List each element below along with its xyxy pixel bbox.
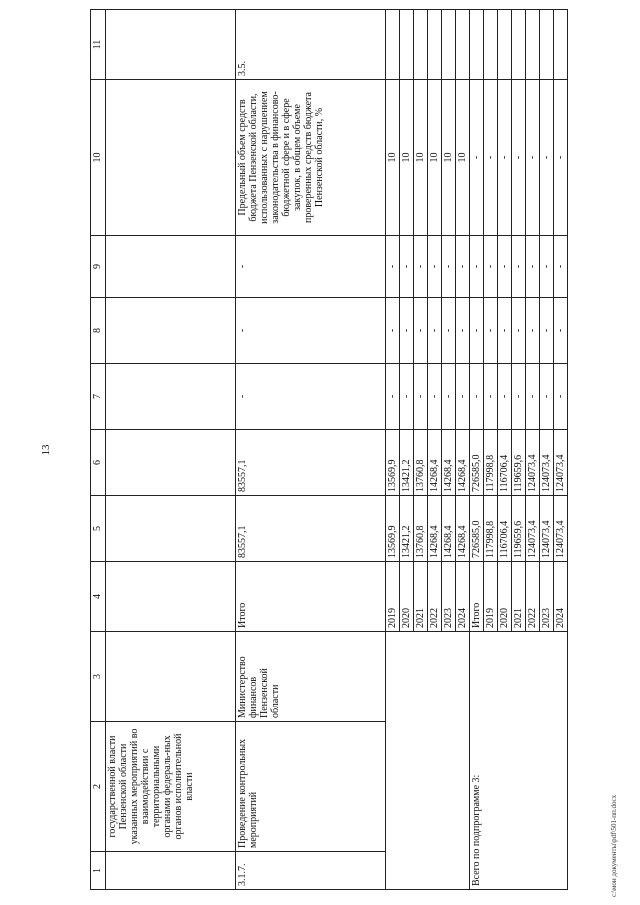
indicator-text: Предельный объем средств бюджета Пензенской области, использованных с нарушением законодательства в финансово-бюджетной сфере и в сфере закупок, в общем объеме проверенных средств бюджета Пензенской области, % bbox=[236, 80, 386, 236]
total-cell: - bbox=[236, 364, 386, 430]
year-cell: 2023 bbox=[442, 562, 456, 632]
value-cell: 117998,8 bbox=[484, 496, 498, 562]
value-cell: 10 bbox=[456, 80, 470, 236]
year-cell: 2023 bbox=[540, 562, 554, 632]
subprogram-total-label: Всего по подпрограмме 3: bbox=[470, 632, 568, 890]
value-cell: - bbox=[526, 298, 540, 364]
year-317-row bbox=[386, 10, 400, 890]
empty-cell bbox=[484, 10, 498, 80]
value-cell: - bbox=[386, 298, 400, 364]
value-cell: - bbox=[456, 236, 470, 298]
value-cell: - bbox=[442, 364, 456, 430]
value-cell: - bbox=[442, 298, 456, 364]
year-cell: 2020 bbox=[400, 562, 414, 632]
value-cell: 124073,4 bbox=[540, 496, 554, 562]
value-cell: - bbox=[428, 298, 442, 364]
value-cell: 124073,4 bbox=[554, 430, 568, 496]
empty-cell bbox=[442, 10, 456, 80]
value-cell: - bbox=[470, 364, 484, 430]
value-cell: 13569,9 bbox=[386, 430, 400, 496]
year-cell: 2021 bbox=[414, 562, 428, 632]
empty-cell bbox=[428, 10, 442, 80]
value-cell: - bbox=[386, 364, 400, 430]
value-cell: 116706,4 bbox=[498, 496, 512, 562]
value-cell: 10 bbox=[400, 80, 414, 236]
value-cell: - bbox=[428, 236, 442, 298]
value-cell: 726585,0 bbox=[470, 430, 484, 496]
header-row bbox=[91, 10, 106, 890]
year-cell: 2020 bbox=[498, 562, 512, 632]
year-cell: 2024 bbox=[456, 562, 470, 632]
header-cell: 2 bbox=[91, 722, 106, 852]
header-cell: 11 bbox=[91, 10, 106, 80]
value-cell: 117998,8 bbox=[484, 430, 498, 496]
value-cell: 10 bbox=[414, 80, 428, 236]
value-cell: - bbox=[400, 364, 414, 430]
year-cell: 2019 bbox=[386, 562, 400, 632]
value-cell: - bbox=[498, 80, 512, 236]
value-cell: - bbox=[456, 298, 470, 364]
link-number: 3.5. bbox=[236, 10, 386, 80]
value-cell: 119659,6 bbox=[512, 496, 526, 562]
value-cell: - bbox=[498, 298, 512, 364]
year-cell: 2022 bbox=[526, 562, 540, 632]
program-table bbox=[90, 9, 568, 890]
header-cell: 5 bbox=[91, 496, 106, 562]
total-cell: - bbox=[236, 236, 386, 298]
value-cell: - bbox=[540, 236, 554, 298]
value-cell: - bbox=[512, 364, 526, 430]
value-cell: 13760,8 bbox=[414, 430, 428, 496]
value-cell: 119659,6 bbox=[512, 430, 526, 496]
header-cell: 10 bbox=[91, 80, 106, 236]
value-cell: 13569,9 bbox=[386, 496, 400, 562]
header-cell: 1 bbox=[91, 852, 106, 890]
activity-row-317 bbox=[236, 10, 386, 890]
value-cell: 13421,2 bbox=[400, 496, 414, 562]
header-cell: 3 bbox=[91, 632, 106, 722]
itogo-label: Итого bbox=[236, 562, 386, 632]
value-cell: - bbox=[512, 236, 526, 298]
value-cell: 14268,4 bbox=[456, 496, 470, 562]
value-cell: - bbox=[526, 80, 540, 236]
year-cell: 2022 bbox=[428, 562, 442, 632]
value-cell: 124073,4 bbox=[554, 496, 568, 562]
value-cell: - bbox=[400, 236, 414, 298]
value-cell: 726585,0 bbox=[470, 496, 484, 562]
empty-cell bbox=[414, 10, 428, 80]
header-cell: 9 bbox=[91, 236, 106, 298]
header-cell: 6 bbox=[91, 430, 106, 496]
subprogram-total-row bbox=[470, 10, 484, 890]
empty-cell bbox=[512, 10, 526, 80]
value-cell: - bbox=[554, 298, 568, 364]
value-cell: - bbox=[498, 364, 512, 430]
continuation-row bbox=[106, 10, 236, 890]
value-cell: 124073,4 bbox=[526, 430, 540, 496]
activity-number: 3.1.7. bbox=[236, 852, 386, 890]
value-cell: 13421,2 bbox=[400, 430, 414, 496]
value-cell: - bbox=[512, 298, 526, 364]
value-cell: 116706,4 bbox=[498, 430, 512, 496]
value-cell: - bbox=[484, 364, 498, 430]
value-cell: - bbox=[554, 236, 568, 298]
value-cell: - bbox=[484, 298, 498, 364]
footer-path: c:\мои документы\pdf\501-пп.docx bbox=[610, 794, 618, 897]
value-cell: - bbox=[428, 364, 442, 430]
value-cell: - bbox=[470, 80, 484, 236]
total-cell: 83557,1 bbox=[236, 496, 386, 562]
total-cell: - bbox=[236, 298, 386, 364]
empty-cell bbox=[554, 10, 568, 80]
value-cell: - bbox=[442, 236, 456, 298]
empty-cell bbox=[386, 10, 400, 80]
value-cell: 124073,4 bbox=[540, 430, 554, 496]
value-cell: - bbox=[470, 298, 484, 364]
value-cell: - bbox=[540, 364, 554, 430]
value-cell: - bbox=[512, 80, 526, 236]
value-cell: - bbox=[540, 80, 554, 236]
value-cell: - bbox=[526, 236, 540, 298]
value-cell: 14268,4 bbox=[428, 496, 442, 562]
continuation-text: государственной власти Пензенской области указанных мероприятий во взаимодействии с территориальными органами федераль-ных органов исполнительной власти bbox=[106, 722, 236, 852]
value-cell: 14268,4 bbox=[442, 496, 456, 562]
value-cell: 124073,4 bbox=[526, 496, 540, 562]
value-cell: 10 bbox=[386, 80, 400, 236]
value-cell: - bbox=[470, 236, 484, 298]
value-cell: 14268,4 bbox=[442, 430, 456, 496]
value-cell: 10 bbox=[428, 80, 442, 236]
value-cell: - bbox=[400, 298, 414, 364]
empty-merged-cell bbox=[386, 632, 470, 890]
empty-cell bbox=[540, 10, 554, 80]
year-cell: Итого bbox=[470, 562, 484, 632]
empty-cell bbox=[498, 10, 512, 80]
empty-cell bbox=[470, 10, 484, 80]
value-cell: - bbox=[414, 298, 428, 364]
empty-cell bbox=[400, 10, 414, 80]
value-cell: 10 bbox=[442, 80, 456, 236]
value-cell: - bbox=[540, 298, 554, 364]
empty-cell bbox=[456, 10, 470, 80]
header-cell: 7 bbox=[91, 364, 106, 430]
year-cell: 2024 bbox=[554, 562, 568, 632]
value-cell: - bbox=[498, 236, 512, 298]
value-cell: - bbox=[484, 236, 498, 298]
value-cell: - bbox=[414, 364, 428, 430]
page-number: 13 bbox=[40, 444, 52, 456]
activity-executor: Министерство финансов Пензенской области bbox=[236, 632, 386, 722]
year-cell: 2019 bbox=[484, 562, 498, 632]
empty-cell bbox=[526, 10, 540, 80]
value-cell: 14268,4 bbox=[456, 430, 470, 496]
header-cell: 8 bbox=[91, 298, 106, 364]
activity-name: Проведение контрольных мероприятий bbox=[236, 722, 386, 852]
value-cell: 14268,4 bbox=[428, 430, 442, 496]
year-cell: 2021 bbox=[512, 562, 526, 632]
value-cell: - bbox=[456, 364, 470, 430]
value-cell: - bbox=[484, 80, 498, 236]
total-cell: 83557,1 bbox=[236, 430, 386, 496]
value-cell: - bbox=[526, 364, 540, 430]
header-cell: 4 bbox=[91, 562, 106, 632]
value-cell: - bbox=[386, 236, 400, 298]
value-cell: 13760,8 bbox=[414, 496, 428, 562]
value-cell: - bbox=[414, 236, 428, 298]
value-cell: - bbox=[554, 80, 568, 236]
value-cell: - bbox=[554, 364, 568, 430]
